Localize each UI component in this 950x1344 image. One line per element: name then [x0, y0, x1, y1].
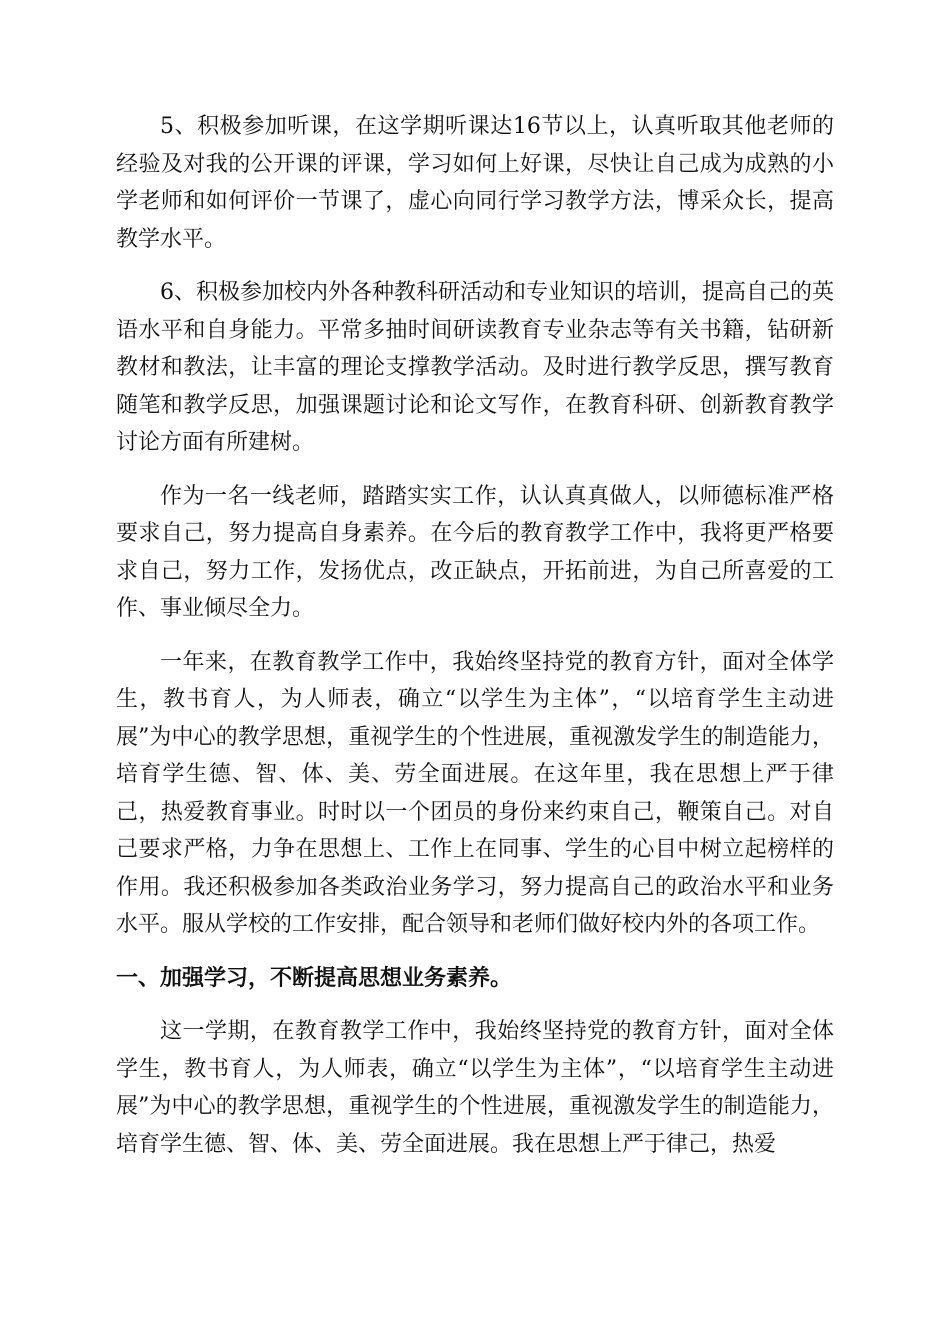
section-heading: 一、加强学习，不断提高思想业务素养。: [116, 964, 513, 991]
paragraph-semester-summary: 这一学期，在教育教学工作中，我始终坚持党的教育方针，面对全体学生，教书育人，为人师表，确立“以学生为主体”，“以培育学生主动进展”为中心的教学思想，重视学生的个性进展，重视激发学生的制造能力，培育学生德、智、体、美、劳全面进展。我在思想上严于律己，热爱: [116, 1019, 834, 1157]
paragraph-year-summary: 一年来，在教育教学工作中，我始终坚持党的教育方针，面对全体学生，教书育人，为人师表，确立“以学生为主体”，“以培育学生主动进展”为中心的教学思想，重视学生的个性进展，重视激发学生的制造能力，培育学生德、智、体、美、劳全面进展。在这年里，我在思想上严于律己，热爱教育事业。时时以一个团员的身份来约束自己，鞭策自己。对自己要求严格，力争在思想上、工作上在同事、学生的心目中树立起榜样的作用。我还积极参加各类政治业务学习，努力提高自己的政治水平和业务水平。服从学校的工作安排，配合领导和老师们做好校内外的各项工作。: [116, 649, 834, 937]
document-page: [116, 108, 834, 1179]
paragraph-training: 6、积极参加校内外各种教科研活动和专业知识的培训，提高自己的英语水平和自身能力。平常多抽时间研读教育专业杂志等有关书籍，钻研新教材和教法，让丰富的理论支撑教学活动。及时进行教学反思，撰写教育随笔和教学反思，加强课题讨论和论文写作，在教育科研、创新教育教学讨论方面有所建树。: [116, 280, 834, 455]
paragraph-listening-classes: 5、积极参加听课，在这学期听课达16节以上，认真听取其他老师的经验及对我的公开课的评课，学习如何上好课，尽快让自己成为成熟的小学老师和如何评价一节课了，虚心向同行学习教学方法，博采众长，提高教学水平。: [116, 114, 834, 252]
paragraph-teacher-commitment: 作为一名一线老师，踏踏实实工作，认认真真做人，以师德标准严格要求自己，努力提高自身素养。在今后的教育教学工作中，我将更严格要求自己，努力工作，发扬优点，改正缺点，开拓前进，为自己所喜爱的工作、事业倾尽全力。: [116, 483, 834, 621]
